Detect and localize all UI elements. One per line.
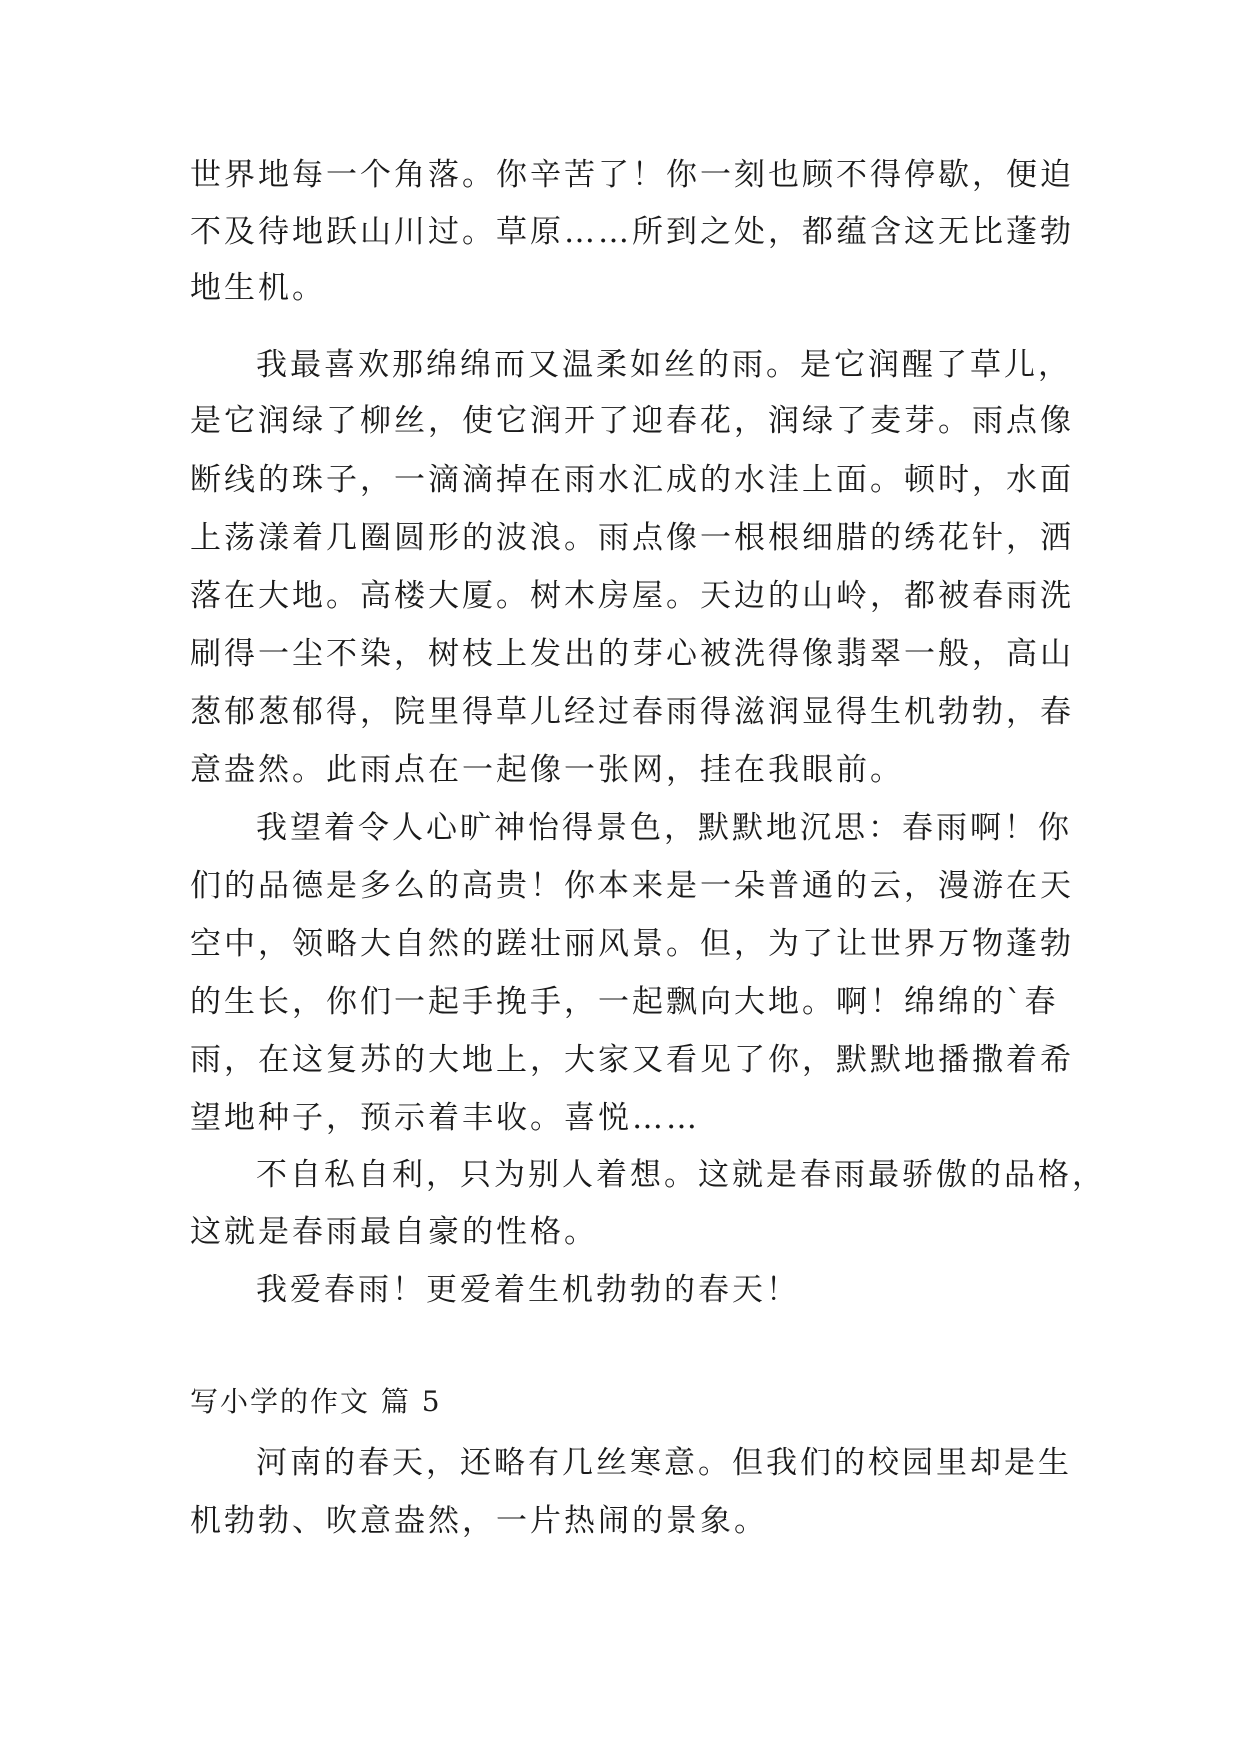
text-line: 望地种子，预示着丰收。喜悦…… (190, 1100, 700, 1136)
text-line: 们的品德是多么的高贵！你本来是一朵普通的云，漫游在天 (190, 868, 1074, 904)
text-line: 地生机。 (190, 270, 326, 306)
text-line: 雨，在这复苏的大地上，大家又看见了你，默默地播撒着希 (190, 1042, 1074, 1078)
text-line: 意盎然。此雨点在一起像一张网，挂在我眼前。 (190, 752, 904, 788)
text-line: 的生长，你们一起手挽手，一起飘向大地。啊！绵绵的`春 (190, 984, 1059, 1020)
text-line: 葱郁葱郁得，院里得草儿经过春雨得滋润显得生机勃勃，春 (190, 694, 1074, 730)
paragraph-first-line: 河南的春天，还略有几丝寒意。但我们的校园里却是生 (256, 1445, 1072, 1481)
text-line: 刷得一尘不染，树枝上发出的芽心被洗得像翡翠一般，高山 (190, 636, 1074, 672)
text-line: 机勃勃、吹意盎然，一片热闹的景象。 (190, 1503, 768, 1539)
text-line: 世界地每一个角落。你辛苦了！你一刻也顾不得停歇，便迫 (190, 157, 1074, 193)
text-line: 是它润绿了柳丝，使它润开了迎春花，润绿了麦芽。雨点像 (190, 403, 1074, 439)
paragraph-first-line: 我爱春雨！更爱着生机勃勃的春天！ (256, 1272, 800, 1308)
paragraph-first-line: 我望着令人心旷神怡得景色，默默地沉思：春雨啊！你 (256, 810, 1072, 846)
text-line: 不及待地跃山川过。草原……所到之处，都蕴含这无比蓬勃 (190, 214, 1074, 250)
section-heading: 写小学的作文 篇 5 (190, 1385, 442, 1418)
paragraph-first-line: 我最喜欢那绵绵而又温柔如丝的雨。是它润醒了草儿， (256, 347, 1072, 383)
paragraph-first-line: 不自私自利，只为别人着想。这就是春雨最骄傲的品格， (256, 1157, 1106, 1193)
text-line: 空中，领略大自然的蹉壮丽风景。但，为了让世界万物蓬勃 (190, 926, 1074, 962)
text-line: 落在大地。高楼大厦。树木房屋。天边的山岭，都被春雨洗 (190, 578, 1074, 614)
text-line: 这就是春雨最自豪的性格。 (190, 1214, 598, 1250)
text-line: 上荡漾着几圈圆形的波浪。雨点像一根根细腊的绣花针，洒 (190, 520, 1074, 556)
text-line: 断线的珠子，一滴滴掉在雨水汇成的水洼上面。顿时，水面 (190, 462, 1074, 498)
